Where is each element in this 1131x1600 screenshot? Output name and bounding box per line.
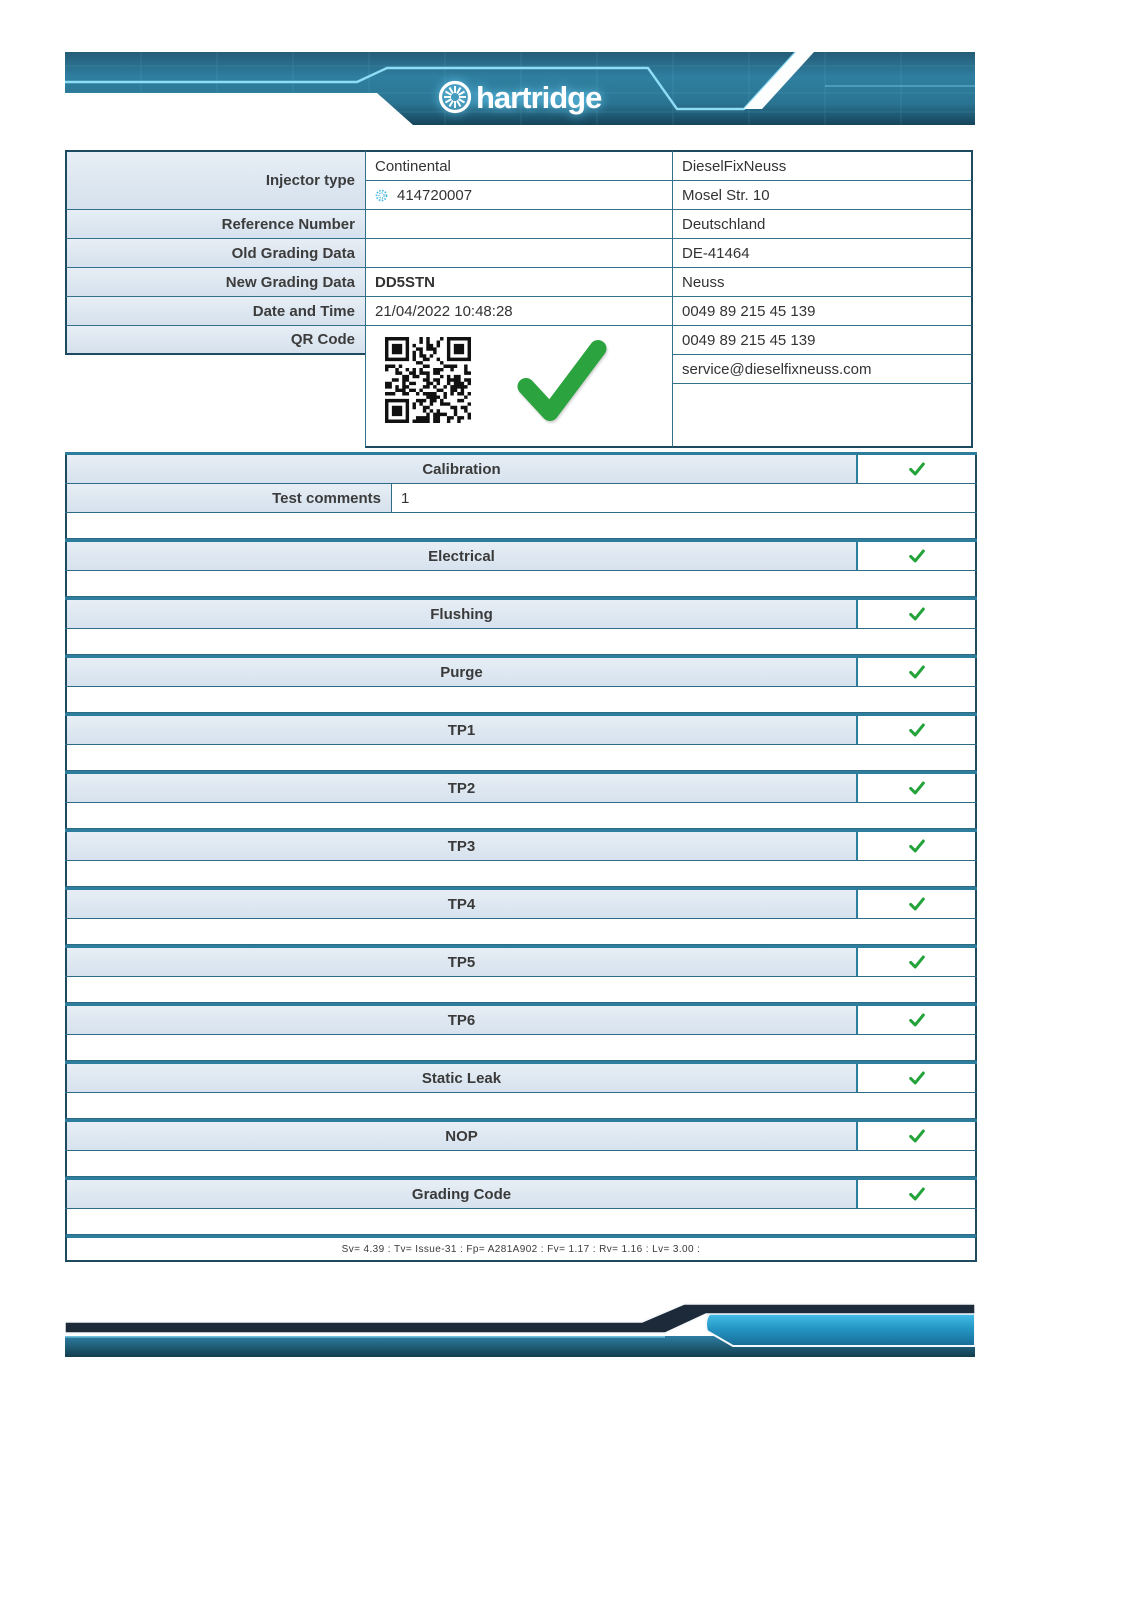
check-icon xyxy=(908,548,926,564)
section-header-bar xyxy=(65,1064,856,1092)
old-grading-data-value xyxy=(365,238,673,268)
section-label: Purge xyxy=(440,663,483,681)
test-comments-value: 1 xyxy=(392,484,977,512)
section-status-cell xyxy=(856,658,977,686)
injector-number-value xyxy=(365,180,673,210)
old-grading-data-label: Old Grading Data xyxy=(65,238,366,268)
section-status-cell xyxy=(856,716,977,744)
check-icon xyxy=(908,664,926,680)
contact-name: DieselFixNeuss xyxy=(672,150,973,181)
qr-code-cell xyxy=(365,325,673,448)
header-banner xyxy=(65,52,975,125)
check-icon xyxy=(908,896,926,912)
section-status-cell xyxy=(856,832,977,860)
version-info-text: Sv= 4.39 : Tv= Issue-31 : Fp= A281A902 : Fv= 1.17 : Rv= 1.16 : Lv= 3.00 : xyxy=(341,1243,701,1255)
result-section xyxy=(65,771,977,829)
result-section xyxy=(65,597,977,655)
spacer-row xyxy=(65,1035,977,1061)
test-results-table xyxy=(65,452,977,1262)
hartridge-logo xyxy=(441,80,603,115)
date-time-label: Date and Time xyxy=(65,296,366,326)
contact-postcode: DE-41464 xyxy=(672,238,973,268)
footer-banner xyxy=(65,1300,975,1360)
injector-id-icon xyxy=(375,189,388,202)
injector-info-table xyxy=(65,150,977,450)
section-label: NOP xyxy=(445,1127,478,1145)
spacer-row xyxy=(65,513,977,539)
spacer-row xyxy=(65,1093,977,1119)
section-status-cell xyxy=(856,890,977,918)
reference-number-value xyxy=(365,209,673,239)
injector-type-label: Injector type xyxy=(65,150,366,210)
spacer-row xyxy=(65,571,977,597)
section-status-cell xyxy=(856,600,977,628)
section-status-cell xyxy=(856,1064,977,1092)
spacer-row xyxy=(65,803,977,829)
result-section xyxy=(65,945,977,1003)
contact-street: Mosel Str. 10 xyxy=(672,180,973,210)
check-icon xyxy=(908,1070,926,1086)
footer-graphic-svg xyxy=(65,1300,975,1360)
section-header-bar xyxy=(65,716,856,744)
section-label: Static Leak xyxy=(421,1069,502,1087)
spacer-row xyxy=(65,629,977,655)
section-label: TP5 xyxy=(447,953,476,971)
qr-verified-check-icon xyxy=(510,334,610,430)
spacer-row xyxy=(65,1209,977,1235)
check-icon xyxy=(908,606,926,622)
section-label: TP3 xyxy=(447,837,476,855)
check-icon xyxy=(908,461,926,477)
qr-code-image xyxy=(385,337,471,423)
section-header-bar xyxy=(65,1006,856,1034)
spacer-row xyxy=(65,919,977,945)
section-header-bar xyxy=(65,542,856,570)
injector-number-text: 414720007 xyxy=(397,186,473,204)
section-header-bar xyxy=(65,658,856,686)
section-status-cell xyxy=(856,948,977,976)
spacer-row xyxy=(65,1151,977,1177)
new-grading-data-label: New Grading Data xyxy=(65,267,366,297)
section-header-bar xyxy=(65,832,856,860)
check-icon xyxy=(908,722,926,738)
result-section xyxy=(65,1177,977,1235)
date-time-value: 21/04/2022 10:48:28 xyxy=(365,296,673,326)
result-sections xyxy=(65,539,977,1235)
result-section xyxy=(65,829,977,887)
qr-code-label: QR Code xyxy=(65,325,366,355)
section-label: Grading Code xyxy=(411,1185,512,1203)
check-icon xyxy=(908,838,926,854)
result-section xyxy=(65,713,977,771)
section-header-bar xyxy=(65,600,856,628)
injector-make-value: Continental xyxy=(365,150,673,181)
version-info-row xyxy=(65,1235,977,1262)
section-status-cell xyxy=(856,1006,977,1034)
spacer-row xyxy=(65,861,977,887)
section-header-bar xyxy=(65,1122,856,1150)
contact-city: Neuss xyxy=(672,267,973,297)
section-status-cell xyxy=(856,542,977,570)
result-section xyxy=(65,1061,977,1119)
section-label: TP4 xyxy=(447,895,476,913)
check-icon xyxy=(908,780,926,796)
section-label: Electrical xyxy=(428,547,495,565)
section-label: TP1 xyxy=(447,721,476,739)
section-label: Calibration xyxy=(422,460,501,478)
check-icon xyxy=(908,954,926,970)
result-section xyxy=(65,887,977,945)
test-comments-row xyxy=(65,484,977,513)
contact-phone2: 0049 89 215 45 139 xyxy=(672,325,973,355)
spacer-row xyxy=(65,977,977,1003)
check-icon xyxy=(908,1128,926,1144)
section-status-cell xyxy=(856,1122,977,1150)
section-header-bar xyxy=(65,1180,856,1208)
result-section xyxy=(65,539,977,597)
result-section xyxy=(65,655,977,713)
contact-email: service@dieselfixneuss.com xyxy=(672,354,973,384)
check-icon xyxy=(908,1012,926,1028)
reference-number-label: Reference Number xyxy=(65,209,366,239)
section-label: TP2 xyxy=(447,779,476,797)
result-section xyxy=(65,1003,977,1061)
section-header-bar xyxy=(65,890,856,918)
section-label: TP6 xyxy=(447,1011,476,1029)
spacer-row xyxy=(65,745,977,771)
section-label: Flushing xyxy=(430,605,493,623)
section-header-bar xyxy=(65,455,856,483)
result-section-calibration xyxy=(65,452,977,539)
spacer-row xyxy=(65,687,977,713)
section-status-cell xyxy=(856,455,977,483)
contact-empty-cell xyxy=(672,383,973,448)
check-icon xyxy=(908,1186,926,1202)
contact-country: Deutschland xyxy=(672,209,973,239)
section-status-cell xyxy=(856,774,977,802)
contact-phone1: 0049 89 215 45 139 xyxy=(672,296,973,326)
logo-text: hartridge xyxy=(476,80,602,115)
section-header-bar xyxy=(65,948,856,976)
new-grading-data-value: DD5STN xyxy=(365,267,673,297)
result-section xyxy=(65,1119,977,1177)
banner-graphic xyxy=(65,52,975,125)
section-status-cell xyxy=(856,1180,977,1208)
section-header-bar xyxy=(65,774,856,802)
test-comments-label: Test comments xyxy=(65,484,392,512)
